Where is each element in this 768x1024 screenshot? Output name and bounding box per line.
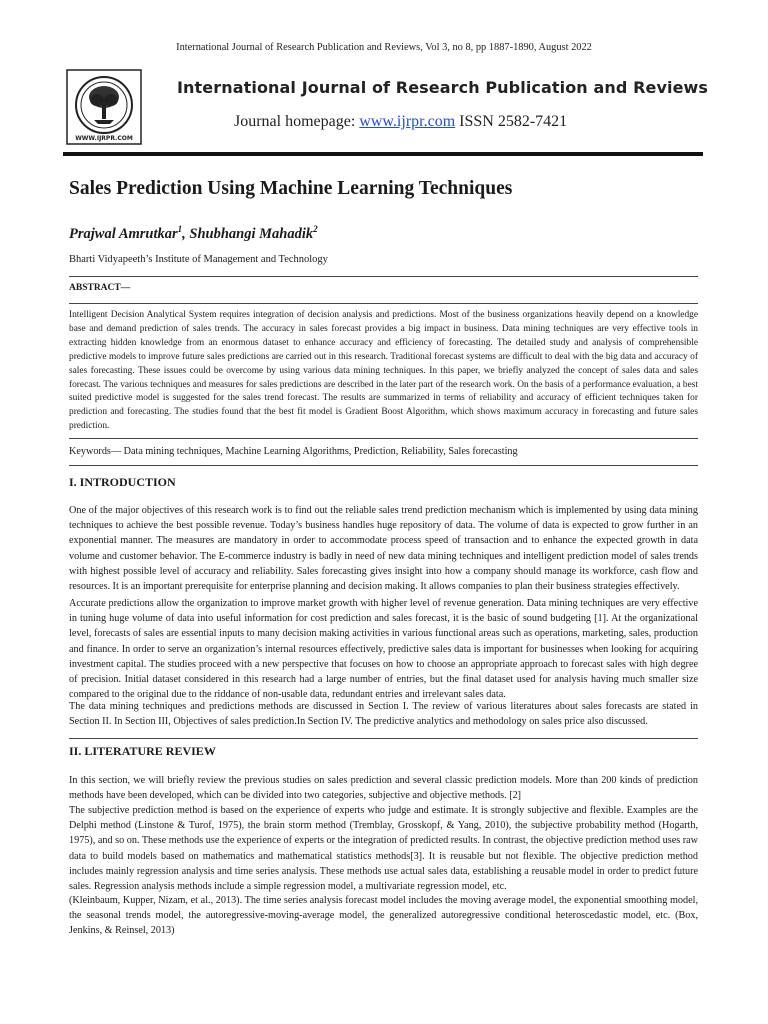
author-separator: , <box>182 225 190 242</box>
logo-text: WWW.IJRPR.COM <box>75 135 133 142</box>
lit-paragraph-1: In this section, we will briefly review the previous studies on sales prediction and several classic prediction models. More than 200 kinds of prediction methods have been developed, which can be divided into two categories, subjective and objective methods. [2] <box>69 775 698 802</box>
homepage-label: Journal homepage: <box>234 113 356 130</box>
tree-seal-icon <box>66 69 142 145</box>
lit-paragraph-2: The subjective prediction method is based on the experience of experts who judge and estimate. It is strongly subjective and flexible. Examples are the Delphi method (Linstone & Turof, 1975), the brain storm method (Tremblay, Grosskopf, & Yang, 2010), the subjective probability method (Hogarth, 1975), and so on. These methods use the experience of experts or the integration of predicted results. In contrast, the objective prediction method uses raw data to build models based on mathematics and mathematical statistics methods[3]. It is reusable but not flexible. The objective prediction method includes mainly regression analysis and time series analysis. These methods use actual sales data, establishing a reusable model in order to predict future sales. Regression analysis methods include a simple regression model, a multivariate regression model, etc. <box>69 805 698 893</box>
paper-title: Sales Prediction Using Machine Learning Techniques <box>69 178 513 199</box>
abstract-top-rule <box>69 276 698 277</box>
author-2-affil: 2 <box>313 224 318 234</box>
abstract-text: Intelligent Decision Analytical System requires integration of decision analysis and predictions. Most of the business organizations heavily depend on a knowledge base and demand prediction of sales trends. The accuracy in sales forecast provides a big impact in business. Data mining techniques are very effective tools in extracting hidden knowledge from an enormous dataset to enhance accuracy and efficiency of forecasting. The detailed study and analysis of comprehensible predictive models to improve future sales predictions are carried out in this research. Traditional forecast systems are difficult to deal with the big data and accuracy of sales forecasting. These issues could be overcome by using various data mining techniques. In this paper, we briefly analyzed the concept of sales data and sales forecast. The various techniques and measures for sales predictions are described in the later part of the research work. On the basis of a performance evaluation, a best suited predictive model is suggested for the sales trend forecast. The results are summarized in terms of reliability and accuracy of efficient techniques taken for prediction and forecasting. The studies found that the best fit model is Gradient Boost Algorithm, which shows maximum accuracy in forecasting and future sales prediction. <box>69 310 698 432</box>
abstract-label: ABSTRACT— <box>69 283 131 293</box>
abstract-label-rule <box>69 303 698 304</box>
intro-paragraph-3: The data mining techniques and predictions methods are discussed in Section I. The review of various literatures about sales forecasts are stated in Section II. In Section III, Objectives of sales prediction.In Section IV. The predictive analytics and methodology on sales price also discussed. <box>69 701 698 728</box>
journal-title: International Journal of Research Publication and Reviews <box>177 78 709 97</box>
intro-paragraph-1: One of the major objectives of this research work is to find out the reliable sales trend prediction mechanism which is implemented by using data mining techniques to achieve the best possible revenue. Today’s business handles huge repository of data. The volume of data is expected to grow further in an exponential manner. The measures are mandatory in order to accommodate process speed of transaction and to enhance the expected growth in data volume and customer behavior. The E-commerce industry is badly in need of new data mining techniques and intelligent prediction model of sales trends with highest possible level of accuracy and reliability. Sales forecasting gives insight into how a company should manage its workforce, cash flow and resources. It is an important prerequisite for enterprise planning and decision making. It allows companies to plan their business strategies effectively. <box>69 505 698 593</box>
author-1-affil: 1 <box>177 224 183 234</box>
journal-logo <box>66 69 142 145</box>
authors <box>69 224 318 243</box>
running-header: International Journal of Research Publication and Reviews, Vol 3, no 8, pp 1887-1890, August 2022 <box>176 42 592 53</box>
lit-paragraph-3: (Kleinbaum, Kupper, Nizam, et al., 2013). The time series analysis forecast model includes the moving average model, the exponential smoothing model, the seasonal trends model, the autoregressive-moving-average model, the generalized autoregressive conditional heteroscedastic model, etc. (Box, Jenkins, & Reinsel, 2013) <box>69 895 698 937</box>
section-rule <box>69 738 698 739</box>
section-heading-introduction: I. INTRODUCTION <box>69 475 176 489</box>
author-2: Shubhangi Mahadik <box>189 225 314 242</box>
homepage-link[interactable]: www.ijrpr.com <box>359 113 456 130</box>
intro-paragraph-2: Accurate predictions allow the organization to improve market growth with higher level of revenue generation. Data mining techniques are very effective in tuning huge volume of data into useful information for cost prediction and sales forecast, it is the basic of sound budgeting [1]. At the organizational level, forecasts of sales are essential inputs to many decision making activities in various functional areas such as operations, marketing, sales, production and finance. In order to serve an organization’s internal resources effectively, predictive sales data is important for businesses when looking for acquiring investment capital. The studies proceed with a new perspective that focuses on how to choose an appropriate approach to forecast sales with high degree of precision. Initial dataset considered in this research had a large number of entries, but the final dataset used for analysis having much smaller size compared to the original due to the riddance of non-usable data, redundant entries and irrelevant sales data. <box>69 598 698 701</box>
issn: ISSN 2582-7421 <box>459 113 568 130</box>
affiliation: Bharti Vidyapeeth’s Institute of Management and Technology <box>69 254 328 265</box>
keywords-rule <box>69 465 698 466</box>
author-1: Prajwal Amrutkar <box>69 225 178 242</box>
journal-homepage-line <box>234 113 567 131</box>
section-heading-literature-review: II. LITERATURE REVIEW <box>69 744 216 758</box>
abstract-bottom-rule <box>69 438 698 439</box>
keywords: Keywords— Data mining techniques, Machine Learning Algorithms, Prediction, Reliability, Sales forecasting <box>69 446 518 457</box>
header-rule <box>63 152 703 156</box>
